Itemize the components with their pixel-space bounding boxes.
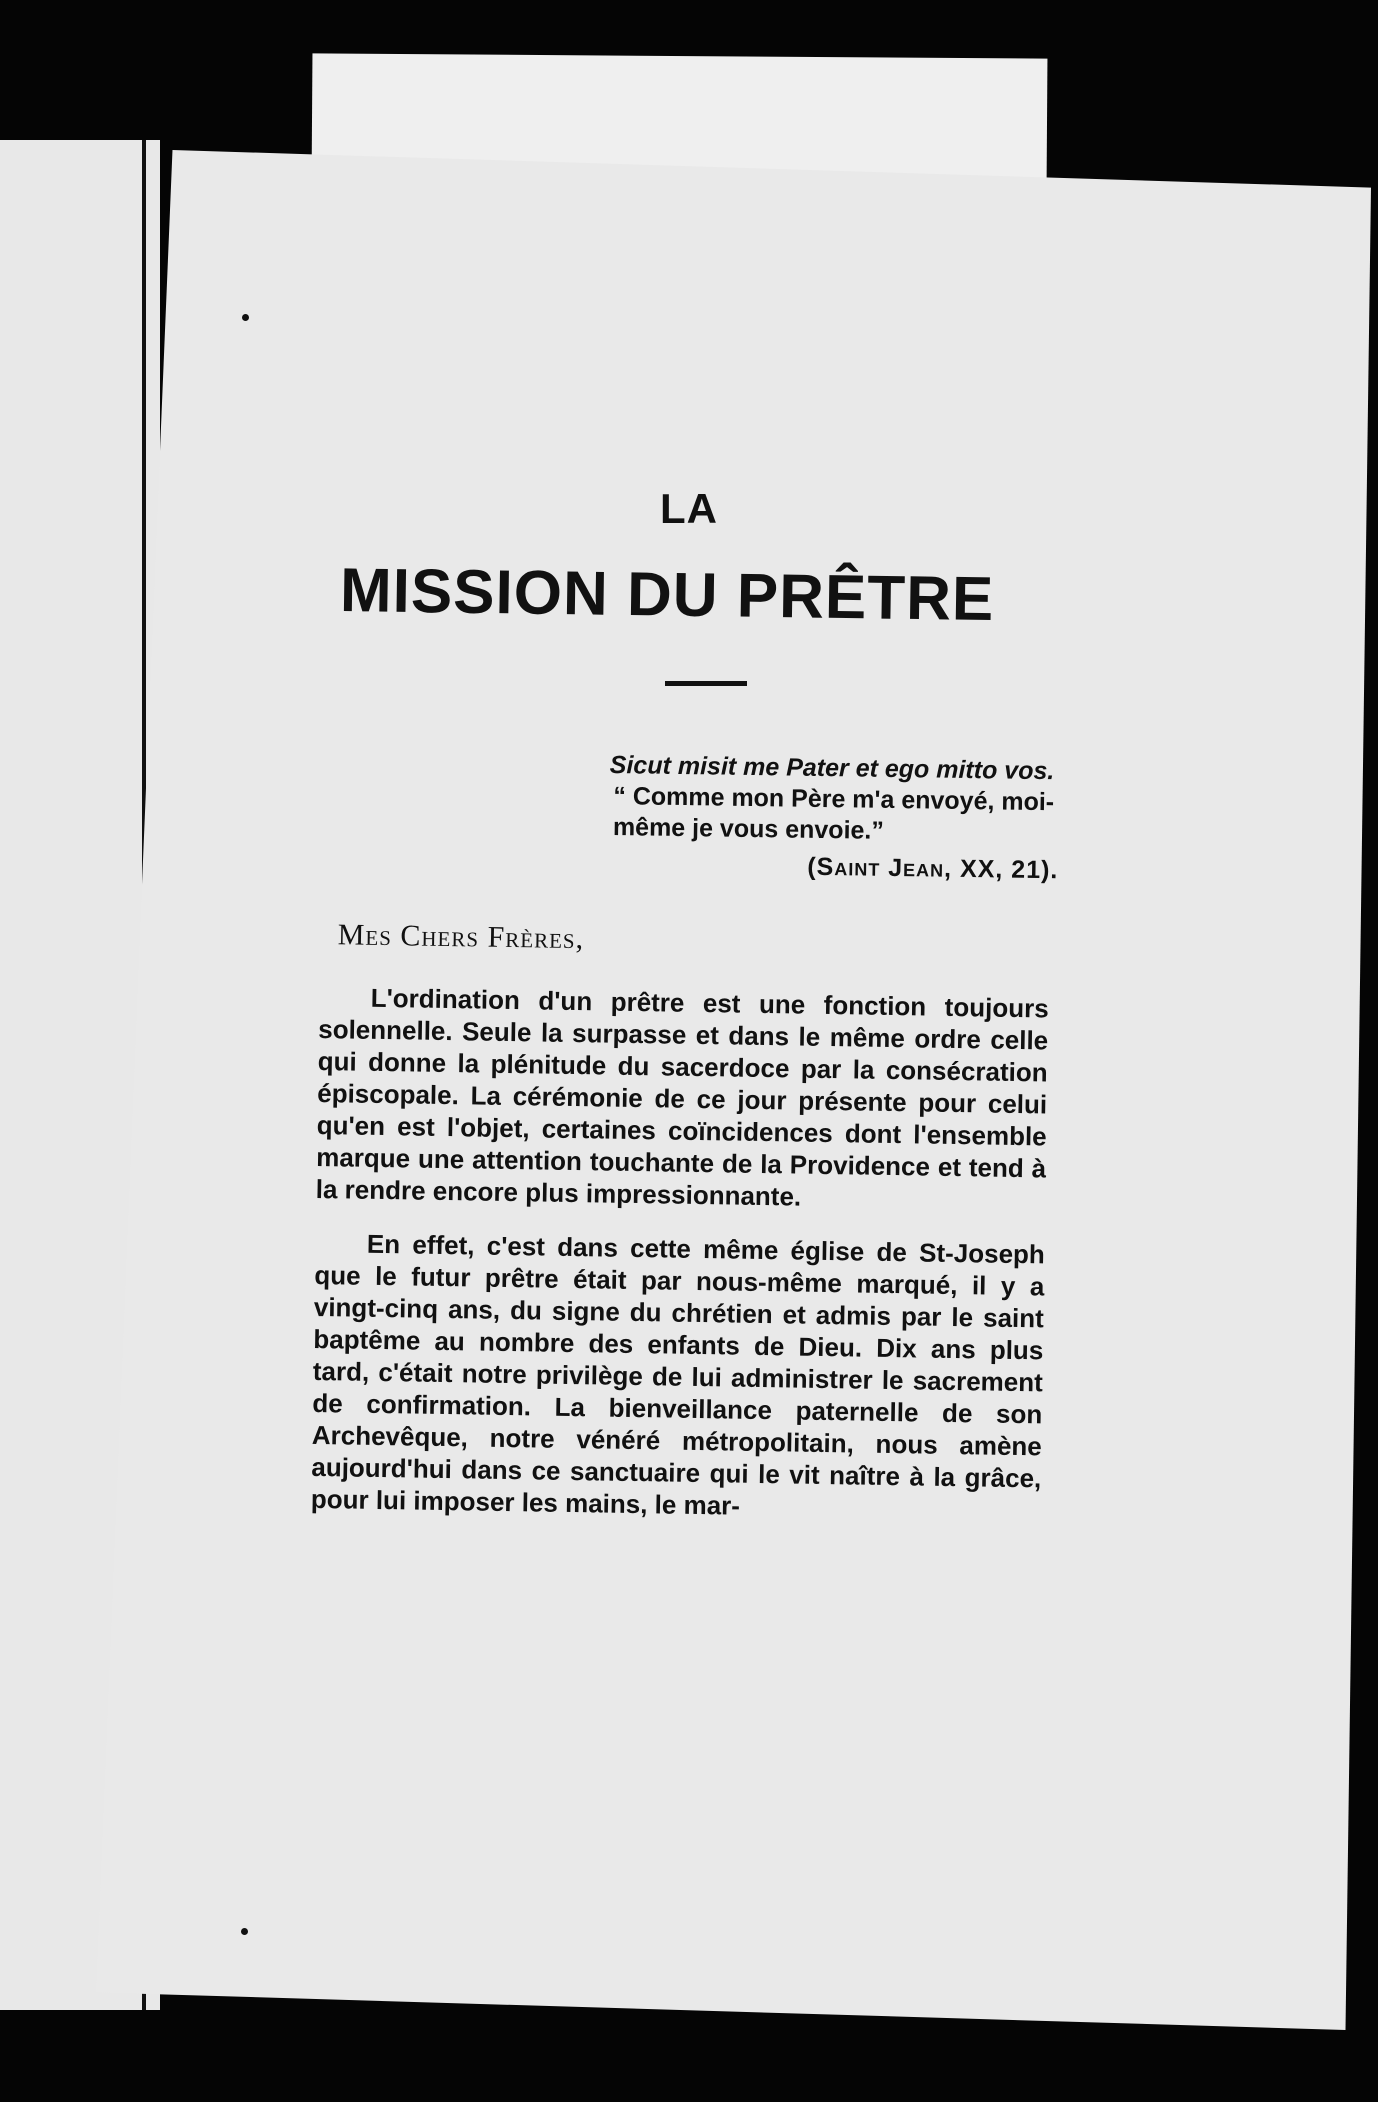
title-divider bbox=[665, 681, 747, 686]
epigraph bbox=[608, 750, 1080, 887]
salutation: Mes Chers Frères, bbox=[337, 918, 585, 956]
body-text bbox=[310, 918, 1050, 1548]
document-title: MISSION DU PRÊTRE bbox=[339, 556, 995, 635]
title-prefix: LA bbox=[660, 485, 718, 532]
epigraph-latin: Sicut misit me Pater et ego mitto vos. bbox=[609, 750, 1055, 786]
paragraph: L'ordination d'un prêtre est une fonction toujours solennelle. Seule la surpasse et dans le même ordre celle qui donne la plénitude du sacerdoce par la consécration épiscopale. La cérémonie de ce jour présente pour celui qu'en est l'objet, certaines coïncidences dont l'ensemble marque une attention touchante de la Providence et tend à la rendre encore plus impressionnante. bbox=[315, 982, 1049, 1212]
paragraph: En effet, c'est dans cette même église de St-Joseph que le futur prêtre était par nous-même marqué, il y a vingt-cinq ans, du signe du chrétien et admis par le saint baptême au nombre des enfants de Dieu. Dix ans plus tard, c'était notre privilège de lui administrer le sacrement de confirmation. La bienveillance paternelle de son Archevêque, notre vénéré métropolitain, nous amène aujourd'hui dans ce sanctuaire qui le vit naître à la grâce, pour lui imposer les mains, le mar- bbox=[310, 1228, 1046, 1521]
epigraph-reference: (Saint Jean, XX, 21). bbox=[807, 852, 1059, 885]
scan-speck bbox=[241, 1928, 248, 1935]
scan-speck bbox=[242, 314, 249, 321]
epigraph-french: “ Comme mon Père m'a envoyé, moi-même je vous envoie.” bbox=[612, 782, 1055, 845]
